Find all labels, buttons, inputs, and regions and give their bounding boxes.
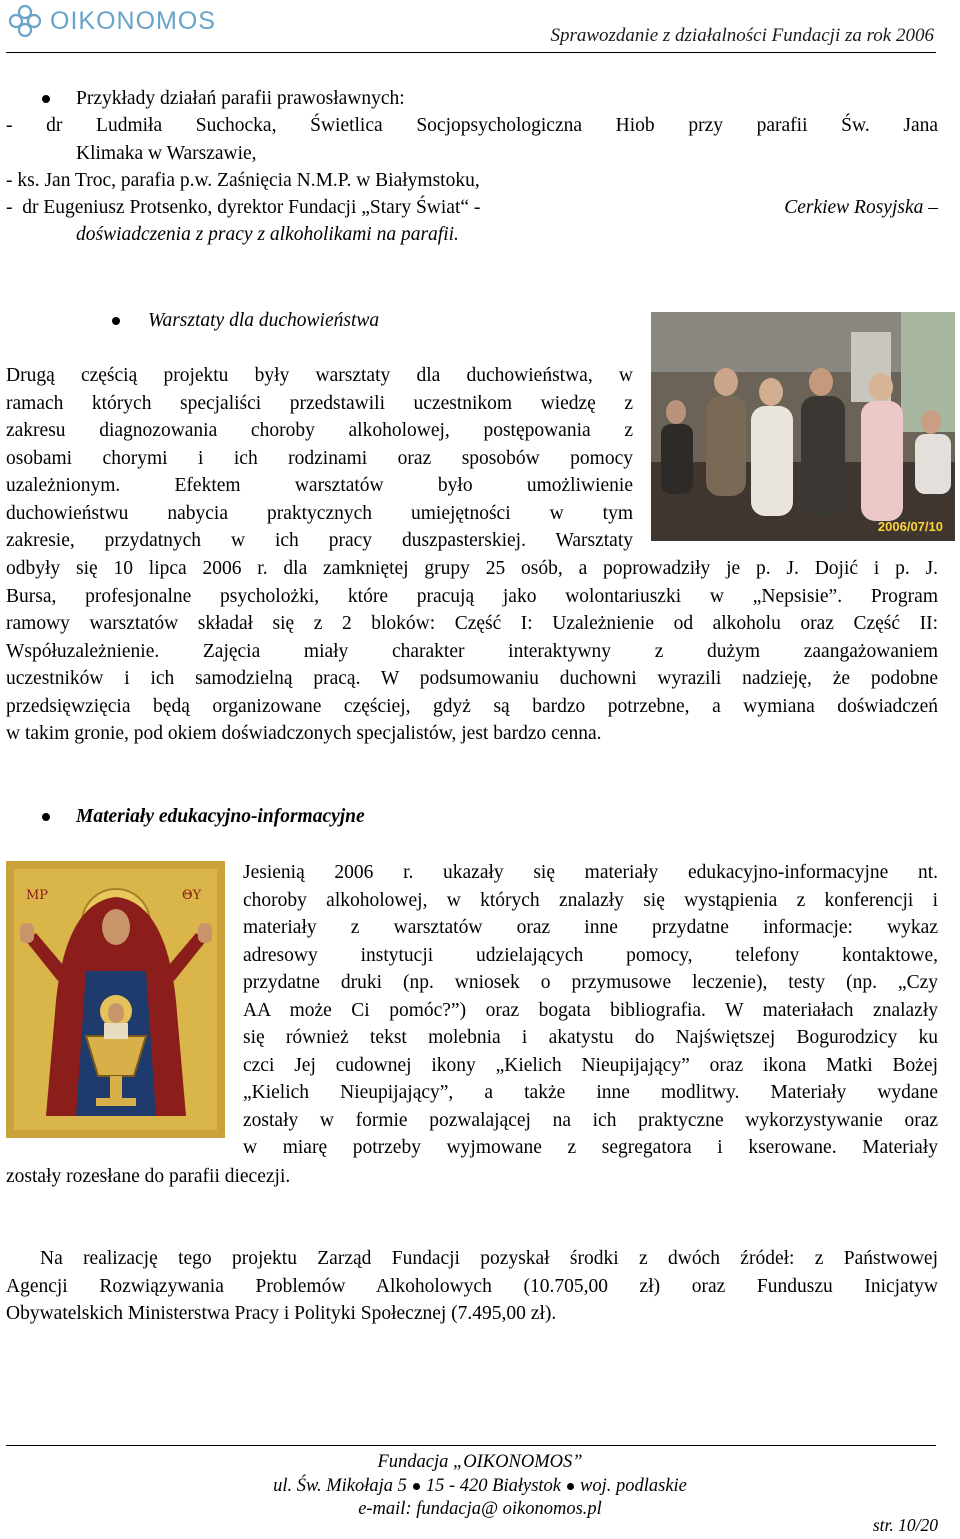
logo-text: OIKONOMOS [50,7,216,35]
section1-item3-italic: Cerkiew Rosyjska – [784,197,938,218]
paragraph-line: przydatne druki (np. wniosek o przymusowe leczenie), testy (np. „Czy [243,972,938,993]
section2-paragraph-full [6,555,938,748]
paragraph-line: Współuzależnienie. Zajęcia miały charakter interaktywny z dużym zaangażowaniem [6,640,938,662]
svg-text:MP: MP [26,888,49,903]
paragraph-line: choroby alkoholowej, w których znalazły się wystąpienia z konferencji i [243,889,938,911]
section1-item3-line2: doświadczenia z pracy z alkoholikami na parafii. [76,224,459,245]
paragraph-line: Na realizację tego projektu Zarząd Fundacji pozyskał środki z dwóch źródeł: z Państwowej [40,1248,938,1269]
paragraph-line: uczestników i ich samodzielną pracą. W podsumowaniu duchowni wyrazili nadzieję, że podobne [6,668,938,689]
paragraph-line: czci Jej cudownej ikony „Kielich Nieupijający” oraz ikona Matki Bożej [243,1054,938,1076]
icon-painting [6,861,225,1138]
bullet-icon [413,1483,420,1490]
header-divider [6,52,936,53]
logo [6,4,216,38]
paragraph-line: „Kielich Nieupijający”, a także inne modlitwy. Materiały wydane [243,1082,938,1103]
section2-heading: Warsztaty dla duchowieństwa [148,310,380,331]
paragraph-line: w miarę potrzeby wyjmowane z segregatora i kserowane. Materiały [243,1137,938,1158]
section3-paragraph-wrapped [243,859,938,1162]
paragraph-line: przedsięwzięcia będą organizowane częściej, gdyż są bardzo potrzebne, a wymiana doświadczeń [6,695,938,717]
footer-divider [6,1445,936,1446]
bullet-icon [567,1483,574,1490]
section1-item2: - ks. Jan Troc, parafia p.w. Zaśnięcia N.M.P. w Białymstoku, [6,170,480,191]
footer-region: woj. podlaskie [580,1476,687,1496]
workshop-photo [651,312,955,541]
workshop-photo-image [651,312,955,541]
bullet-icon [42,813,50,821]
section1-item1-line2: Klimaka w Warszawie, [76,143,257,164]
paragraph-line: zostały w formie pozwalającej na ich praktyczne wykorzystywanie oraz [243,1109,938,1131]
paragraph-line: ramach których specjaliści przedstawili uczestnikom wiedzę z [6,392,633,414]
logo-mark-icon [6,4,44,38]
section1-item1-line1: - dr Ludmiła Suchocka, Świetlica Socjopsychologiczna Hiob przy parafii Św. Jana [6,115,938,136]
paragraph-line: materiały z warsztatów oraz inne przydatne informacje: wykaz [243,917,938,938]
paragraph-line: duchowieństwu nabycia praktycznych umiejętności w tym [6,502,633,524]
footer-email: e-mail: fundacja@ oikonomos.pl [358,1499,602,1519]
footer-org: Fundacja „OIKONOMOS” [377,1452,583,1472]
paragraph-line: odbyły się 10 lipca 2006 r. dla zamkniętej grupy 25 osób, a poprowadziły je p. J. Dojić i p. J. [6,558,938,579]
paragraph-line: Agencji Rozwiązywania Problemów Alkoholowych (10.705,00 zł) oraz Funduszu Inicjatyw [6,1275,938,1297]
icon-image [6,861,225,1138]
section1-item3-line1 [6,194,938,222]
section2-paragraph-wrapped [6,362,633,555]
paragraph-line: uzależnionym. Efektem warsztatów było umożliwienie [6,475,633,496]
bullet-icon [42,95,50,103]
paragraph-line: zostały rozesłane do parafii diecezji. [6,1166,291,1187]
section1-intro: Przykłady działań parafii prawosławnych: [76,88,405,109]
bullet-icon [112,317,120,325]
paragraph-line: Jesienią 2006 r. ukazały się materiały edukacyjno-informacyjne nt. [243,862,938,883]
page-number: str. 10/20 [872,1515,938,1535]
funding-paragraph [6,1245,938,1328]
paragraph-line: osobami chorymi i ich rodzinami oraz sposobów pomocy [6,447,633,469]
svg-text:ΘY: ΘY [182,888,202,903]
footer-street: ul. Św. Mikołaja 5 [273,1476,407,1496]
paragraph-line: w takim gronie, pod okiem doświadczonych specjalistów, jest bardzo cenna. [6,723,602,744]
footer-city: 15 - 420 Białystok [425,1476,562,1496]
paragraph-line: adresowy instytucji udzielających pomocy, telefony kontaktowe, [243,944,938,966]
section1-item3-text: - dr Eugeniusz Protsenko, dyrektor Fundacji „Stary Świat“ - [6,197,486,218]
paragraph-line: AA może Ci pomóc?”) oraz bogata bibliografia. W materiałach znalazły [243,999,938,1021]
paragraph-line: Obywatelskich Ministerstwa Pracy i Polityki Społecznej (7.495,00 zł). [6,1303,557,1324]
paragraph-line: zakresie, przydatnych w ich pracy duszpasterskiej. Warsztaty [6,530,633,551]
paragraph-line: zakresu diagnozowania choroby alkoholowej, postępowania z [6,420,633,441]
paragraph-line: się również tekst molebnia i akatystu do Najświętszej Bogurodzicy ku [243,1027,938,1048]
paragraph-line: Bursa, profesjonalne psycholożki, które pracują jako wolontariuszki w „Nepsisie”. Program [6,585,938,607]
paragraph-line: Drugą częścią projektu były warsztaty dla duchowieństwa, w [6,365,633,386]
header-title: Sprawozdanie z działalności Fundacji za rok 2006 [550,25,934,46]
paragraph-line: ramowy warsztatów składał się z 2 bloków: Część I: Uzależnienie od alkoholu oraz Część II: [6,613,938,634]
footer-address [0,1474,960,1498]
photo-date-stamp: 2006/07/10 [877,519,943,534]
section3-heading: Materiały edukacyjno-informacyjne [76,806,365,827]
